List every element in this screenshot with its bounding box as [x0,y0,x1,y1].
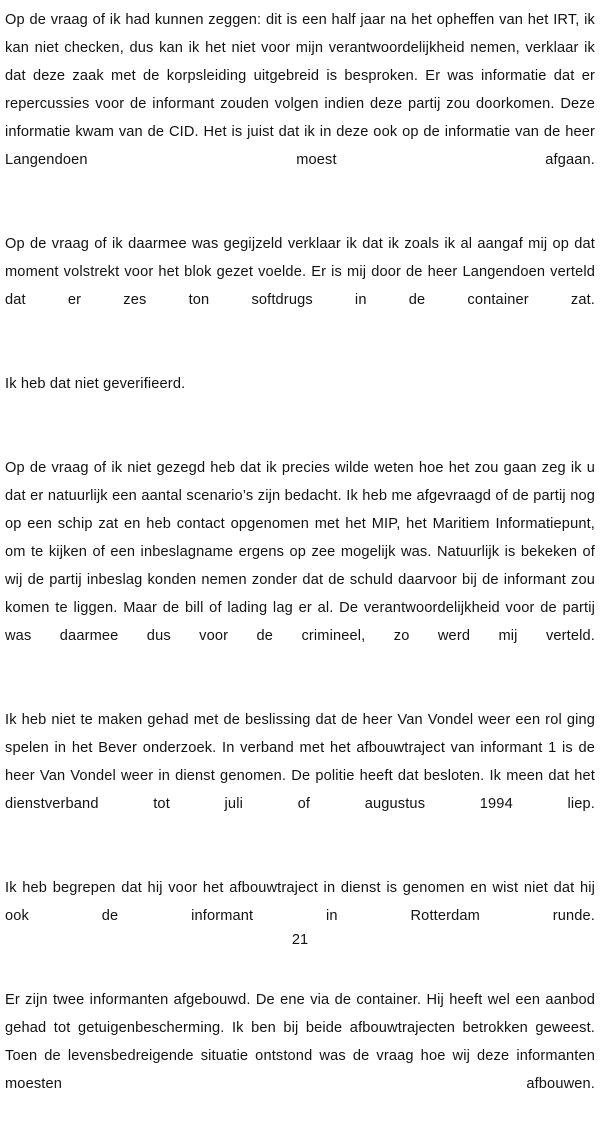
paragraph-1: Op de vraag of ik had kunnen zeggen: dit is een half jaar na het opheffen van het IRT, ik kan niet checken, dus kan ik het niet voor mijn verantwoordelijkheid nemen, verklaar ik dat deze zaak met de korpsleiding uitgebreid is besproken. Er was informatie dat er repercussies voor de informant zouden volgen indien deze partij zou doorkomen. Deze informatie kwam van de CID. Het is juist dat ik in deze ook op de informatie van de heer Langendoen moest afgaan. [5,12,595,168]
document-body [5,6,595,1126]
paragraph-6: Er zijn twee informanten afgebouwd. De ene via de container. Hij heeft wel een aanbod gehad tot getuigenbescherming. Ik ben bij beide afbouwtrajecten betrokken geweest. Toen de levensbedreigende situatie ontstond was de vraag hoe wij deze informanten moesten afbouwen. [5,992,595,1092]
paragraph-2-continuation: Ik heb dat niet geverifieerd. [5,376,186,392]
paragraph-5: Ik heb begrepen dat hij voor het afbouwtraject in dienst is genomen en wist niet dat hij ook de informant in Rotterdam runde. [5,880,595,924]
page-number: 21 [291,932,309,948]
paragraph-4: Ik heb niet te maken gehad met de beslissing dat de heer Van Vondel weer een rol ging spelen in het Bever onderzoek. In verband met het afbouwtraject van informant 1 is de heer Van Vondel weer in dienst genomen. De politie heeft dat besloten. Ik meen dat het dienstverband tot juli of augustus 1994 liep. [5,712,595,812]
paragraph-2: Op de vraag of ik daarmee was gegijzeld verklaar ik dat ik zoals ik al aangaf mij op dat moment volstrekt voor het blok gezet voelde. Er is mij door de heer Langendoen verteld dat er zes ton softdrugs in de container zat. [5,236,595,308]
paragraph-3: Op de vraag of ik niet gezegd heb dat ik precies wilde weten hoe het zou gaan zeg ik u dat er natuurlijk een aantal scenario’s zijn bedacht. Ik heb me afgevraagd of de partij nog op een schip zat en heb contact opgenomen met het MIP, het Maritiem Informatiepunt, om te kijken of een inbeslagname ergens op zee mogelijk was. Natuurlijk is bekeken of wij de partij inbeslag konden nemen zonder dat de schuld daarvoor bij de informant zou komen te liggen. Maar de bill of lading lag er al. De verantwoordelijkheid voor de partij was daarmee dus voor de crimineel, zo werd mij verteld. [5,460,595,644]
